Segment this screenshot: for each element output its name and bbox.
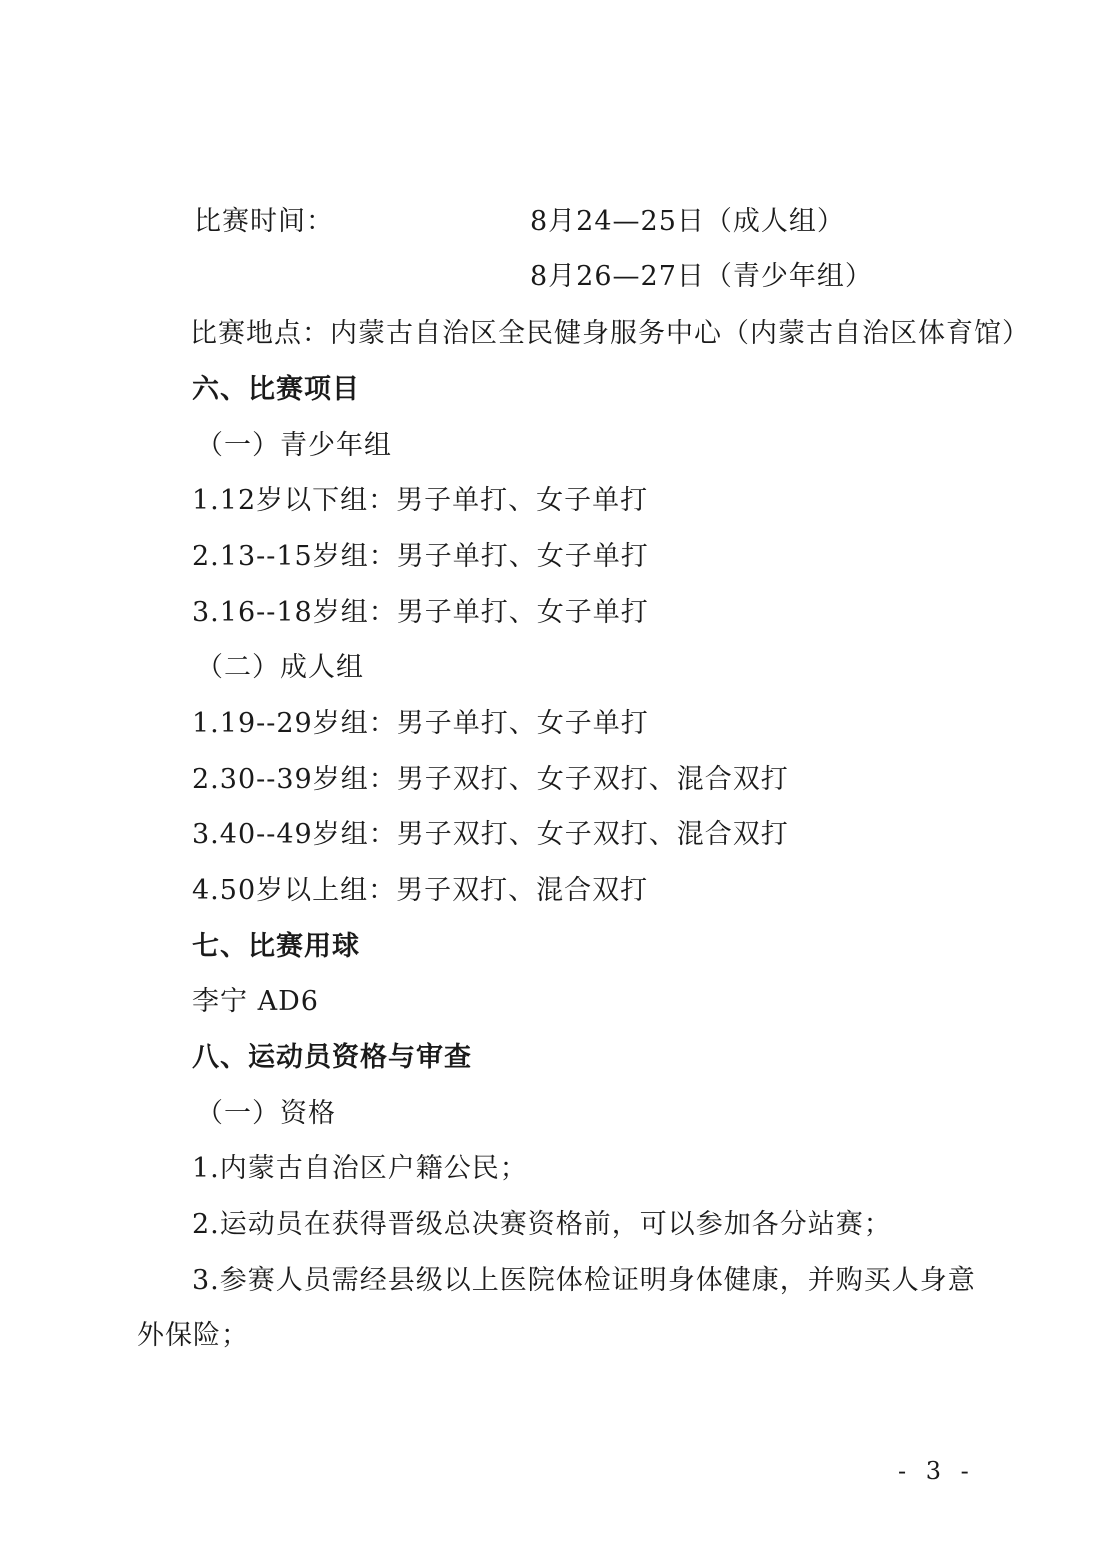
section-6-heading: 六、比赛项目 <box>192 374 360 405</box>
section-7-heading: 七、比赛用球 <box>192 931 360 962</box>
adult-group-heading: （二）成人组 <box>196 652 364 683</box>
qualification-item-3: 3.参赛人员需经县级以上医院体检证明身体健康，并购买人身意 <box>192 1265 976 1296</box>
adult-item-3: 3.40--49岁组：男子双打、女子双打、混合双打 <box>192 819 789 850</box>
schedule-label: 比赛时间： <box>194 206 334 237</box>
schedule-youth: 8月26—27日（青少年组） <box>530 261 873 292</box>
adult-item-2: 2.30--39岁组：男子双打、女子双打、混合双打 <box>192 764 789 795</box>
youth-group-heading: （一）青少年组 <box>196 430 392 461</box>
page-number: - 3 - <box>898 1457 975 1485</box>
schedule-adult: 8月24—25日（成人组） <box>530 206 845 237</box>
ball-model: 李宁 AD6 <box>192 986 319 1017</box>
youth-item-3: 3.16--18岁组：男子单打、女子单打 <box>192 597 649 628</box>
youth-item-2: 2.13--15岁组：男子单打、女子单打 <box>192 541 649 572</box>
qualification-heading: （一）资格 <box>196 1098 336 1129</box>
qualification-item-2: 2.运动员在获得晋级总决赛资格前，可以参加各分站赛； <box>192 1209 892 1240</box>
qualification-item-1: 1.内蒙古自治区户籍公民； <box>192 1153 528 1184</box>
qualification-item-3-continued: 外保险； <box>137 1320 249 1351</box>
section-8-heading: 八、运动员资格与审查 <box>192 1042 472 1073</box>
venue-line: 比赛地点：内蒙古自治区全民健身服务中心（内蒙古自治区体育馆） <box>190 318 1030 349</box>
youth-item-1: 1.12岁以下组：男子单打、女子单打 <box>192 485 649 516</box>
adult-item-4: 4.50岁以上组：男子双打、混合双打 <box>192 875 649 906</box>
adult-item-1: 1.19--29岁组：男子单打、女子单打 <box>192 708 649 739</box>
